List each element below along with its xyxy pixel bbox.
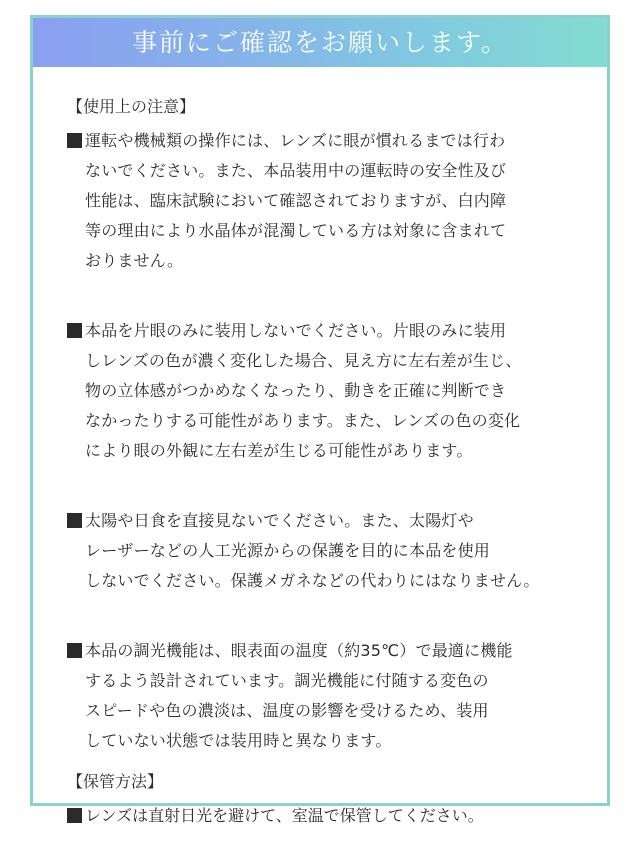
precaution-text: レーザーなどの人工光源からの保護を目的に本品を使用 [85,541,491,560]
storage-text: レンズは直射日光を避けて、室温で保管してください。 [85,806,484,825]
precaution-text: おりません。 [85,251,184,270]
precaution-text: しレンズの色が濃く変化した場合、見え方に左右差が生じ、 [85,351,522,370]
precaution-item-sun [67,506,587,596]
notice-frame [30,15,610,825]
precaution-text: するよう設計されています。調光機能に付随する変色の [85,671,489,690]
usage-precautions-heading: 【使用上の注意】 [67,97,196,116]
precaution-text: しないでください。保護メガネなどの代わりにはなりません。 [85,571,540,590]
precaution-text: 物の立体感がつかめなくなったり、動きを正確に判断でき [85,381,507,400]
precaution-text: していない状態では装用時と異なります。 [85,731,392,750]
precaution-item-single-eye [67,316,587,466]
notice-body [67,95,587,831]
precaution-text: 運転や機械類の操作には、レンズに眼が慣れるまでは行わ [85,131,506,150]
bullet-square-icon [67,808,82,823]
notice-title: 事前にご確認をお願いします。 [131,28,508,57]
precaution-text: ないでください。また、本品装用中の運転時の安全性及び [85,161,507,180]
notice-header [33,18,607,67]
precaution-text: 本品の調光機能は、眼表面の温度（約35℃）で最適に機能 [85,641,513,660]
storage-item [67,801,587,831]
precaution-text: 性能は、臨床試験において確認されておりますが、白内障 [85,191,507,210]
storage-method-heading: 【保管方法】 [67,772,164,791]
precaution-text: なかったりする可能性があります。また、レンズの色の変化 [85,411,521,430]
bullet-square-icon [67,133,82,148]
precaution-text: 本品を片眼のみに装用しないでください。片眼のみに装用 [85,321,507,340]
precaution-text: スピードや色の濃淡は、温度の影響を受けるため、装用 [85,701,489,720]
precaution-item-driving [67,126,587,276]
bullet-square-icon [67,323,82,338]
bullet-square-icon [67,643,82,658]
precaution-text: 太陽や日食を直接見ないでください。また、太陽灯や [85,511,474,530]
bullet-square-icon [67,513,82,528]
precaution-item-temperature [67,636,587,756]
precaution-text: 等の理由により水晶体が混濁している方は対象に含まれて [85,221,507,240]
precaution-text: により眼の外観に左右差が生じる可能性があります。 [85,441,473,460]
